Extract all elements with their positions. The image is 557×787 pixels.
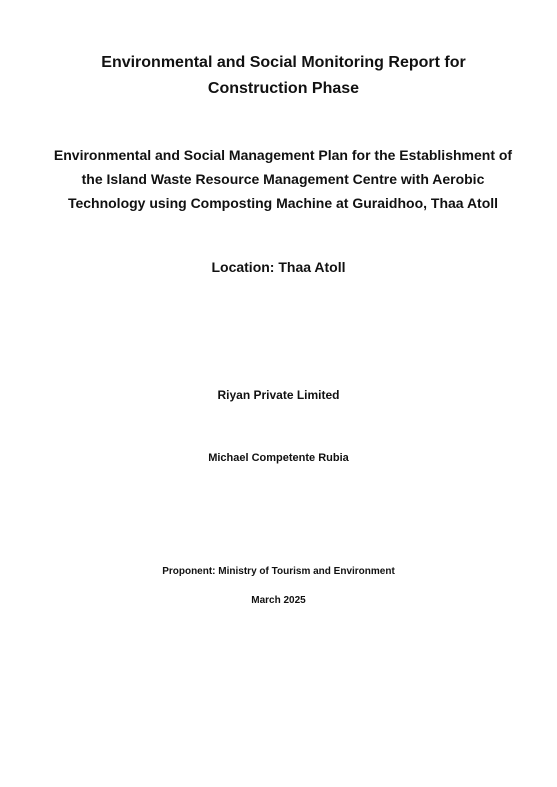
author-name: Michael Competente Rubia xyxy=(208,452,349,464)
document-title: Environmental and Social Monitoring Report for Construction Phase xyxy=(101,54,466,97)
company-name: Riyan Private Limited xyxy=(217,388,340,402)
location-text: Location: Thaa Atoll xyxy=(211,259,346,275)
document-date: March 2025 xyxy=(251,595,306,606)
proponent-text: Proponent: Ministry of Tourism and Environment xyxy=(162,566,395,577)
document-subtitle: Environmental and Social Management Plan for the Establishment of the Island Waste Resource Management Centre with Aerobic Technology using Composting Machine at Guraidhoo, Thaa Atoll xyxy=(53,147,513,211)
